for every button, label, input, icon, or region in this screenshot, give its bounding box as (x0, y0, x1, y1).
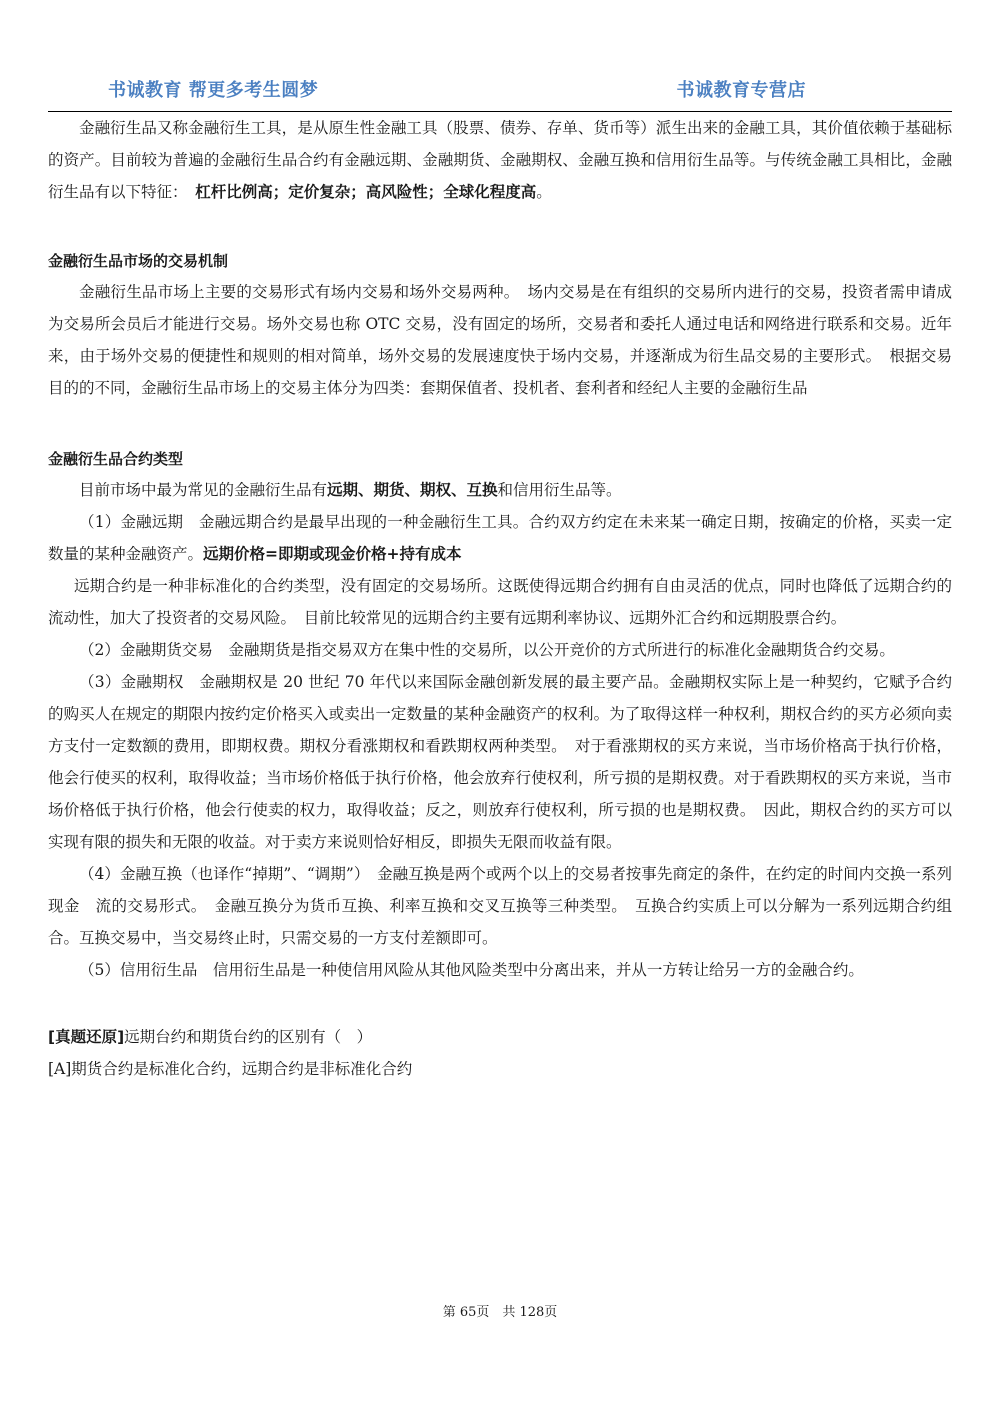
section-title-contract-types: 金融衍生品合约类型 (48, 450, 184, 468)
intro-features: 杠杆比例高；定价复杂；高风险性；全球化程度高 (195, 182, 537, 201)
question-option-a: [A]期货合约是标准化合约，远期合约是非标准化合约 (48, 1060, 413, 1078)
item-futures: （2）金融期货交易 金融期货是指交易双方在集中性的交易所，以公开竞价的方式所进行的标准化金融期货合约交易。 (79, 641, 895, 659)
intro-end: 。 (536, 183, 552, 201)
spacer (48, 208, 952, 246)
header-brand-store: 书诚教育专营店 (676, 80, 806, 101)
page-content (48, 112, 952, 1085)
header-brand-slogan: 书诚教育 帮更多考生圆梦 (108, 80, 319, 101)
contract-types-intro (48, 474, 952, 506)
trading-mechanism-paragraph: 金融衍生品市场上主要的交易形式有场内交易和场外交易两种。 场内交易是在有组织的交易所内进行的交易，投资者需申请成为交易所会员后才能进行交易。场外交易也称 OTC 交易，没有固定的场所，交易者和委托人通过电话和网络进行联系和交易。近年来，由于场外交易的便捷性和规则的相对简单，场外交易的发展速度快于场内交易，并逐渐成为衍生品交易的主要形式。 根据交易目的的不同，金融衍生品市场上的交易主体分为四类：套期保值者、投机者、套利者和经纪人主要的金融衍生品 (48, 283, 952, 397)
question-stem (48, 1021, 952, 1053)
section-title-trading-mechanism: 金融衍生品市场的交易机制 (48, 252, 229, 270)
intro-text-b: 和信用衍生品等。 (497, 481, 622, 499)
spacer (48, 404, 952, 444)
intro-text-a: 目前市场中最为常见的金融衍生品有 (79, 481, 328, 499)
page-header (48, 72, 952, 112)
item-forward (48, 506, 952, 570)
item-options: （3）金融期权 金融期权是 20 世纪 70 年代以来国际金融创新发展的最主要产品。金融期权实际上是一种契约，它赋予合约的购买人在规定的期限内按约定价格买入或卖出一定数量的某种金融资产的权利。为了取得这样一种权利，期权合约的买方必须向卖方支付一定数额的费用，即期权费。期权分看涨期权和看跌期权两种类型。 对于看涨期权的买方来说，当市场价格高于执行价格，他会行使买的权利，取得收益；当市场价格低于执行价格，他会放弃行使权利，所亏损的是期权费。对于看跌期权的买方来说，当市场价格低于执行价格，他会行使卖的权力，取得收益；反之，则放弃行使权利，所亏损的也是期权费。 因此，期权合约的买方可以实现有限的损失和无限的收益。对于卖方来说则恰好相反，即损失无限而收益有限。 (48, 673, 952, 851)
question-label: [真题还原] (48, 1028, 125, 1046)
intro-paragraph (48, 112, 952, 208)
question-text: 远期台约和期货台约的区别有（ ） (124, 1028, 373, 1046)
intro-text: 金融衍生品又称金融衍生工具，是从原生性金融工具（股票、债券、存单、货币等）派生出来的金融工具，其价值依赖于基础标的资产。目前较为普遍的金融衍生品合约有金融远期、金融期货、金融期权、金融互换和信用衍生品等。与传统金融工具相比，金融衍生品有以下特征： (48, 119, 952, 201)
spacer (48, 986, 952, 1021)
item-swaps: （4）金融互换（也译作“掉期”、“调期”） 金融互换是两个或两个以上的交易者按事先商定的条件，在约定的时间内交换一系列现金 流的交易形式。 金融互换分为货币互换、利率互换和交叉互换等三种类型。 互换合约实质上可以分解为一系列远期合约组合。互换交易中，当交易终止时，只需交易的一方支付差额即可。 (48, 865, 952, 947)
item-forward-text: （1）金融远期 金融远期合约是最早出现的一种金融衍生工具。合约双方约定在未来某一确定日期，按确定的价格，买卖一定数量的某种金融资产。 (48, 513, 952, 563)
item-credit-derivatives: （5）信用衍生品 信用衍生品是一种使信用风险从其他风险类型中分离出来，并从一方转让给另一方的金融合约。 (79, 961, 864, 979)
page-number: 第 65页 共 128页 (442, 1305, 558, 1320)
forward-price-formula: 远期价格=即期或现金价格+持有成本 (203, 544, 462, 563)
intro-bold-types: 远期、期货、期权、互换 (327, 480, 498, 499)
forward-contract-paragraph: 远期合约是一种非标准化的合约类型，没有固定的交易场所。这既使得远期合约拥有自由灵活的优点，同时也降低了远期合约的流动性，加大了投资者的交易风险。 目前比较常见的远期合约主要有远期利率协议、远期外汇合约和远期股票合约。 (48, 577, 952, 627)
